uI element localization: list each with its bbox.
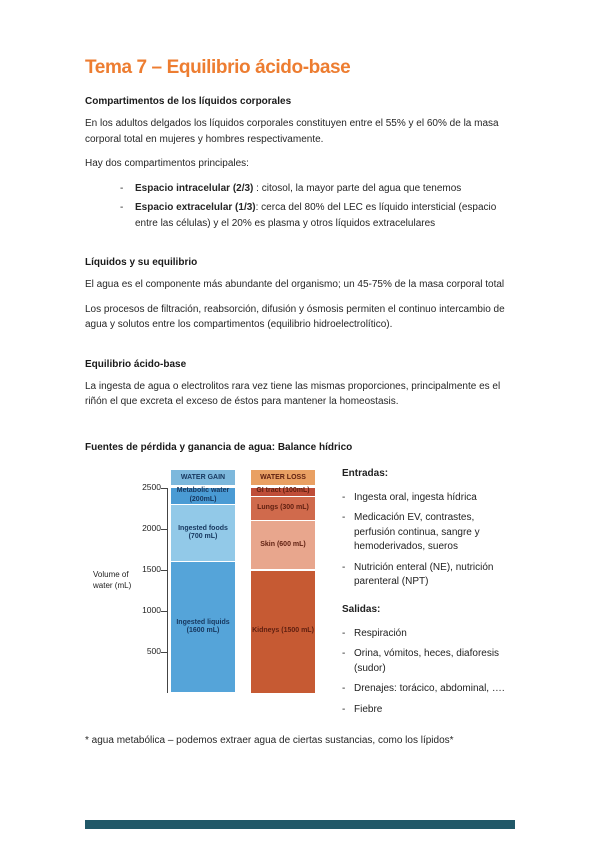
bullet-dash: - [342, 512, 346, 523]
bar-segment [251, 488, 315, 496]
bar-segment-label: Ingested liquids (1600 mL) [176, 619, 230, 635]
chart-y-axis-label-line: water (mL) [93, 581, 132, 591]
compartimentos-list [85, 181, 515, 232]
y-tick-label: 1000 [142, 604, 161, 615]
y-tick-label: 500 [146, 645, 161, 656]
note-text: Nutrición enteral (NE), nutrición parenteral (NPT) [354, 561, 494, 587]
bar-segment [251, 570, 315, 693]
note-text: Orina, vómitos, heces, diaforesis (sudor) [354, 648, 500, 674]
note-item [342, 561, 515, 590]
y-tick-mark [161, 570, 167, 571]
note-text: Drenajes: torácico, abdominal, …. [354, 683, 505, 694]
paragraph-compartimentos-1: En los adultos delgados los líquidos corporales constituyen entre el 55% y el 60% de la masa corporal total en mujeres y hombres respectivamente. [85, 118, 499, 145]
bar-segment-label: Ingested foods (700 mL) [178, 524, 228, 541]
bullet-dash: - [342, 561, 346, 573]
note-item [342, 703, 515, 718]
bar-segment-label: Kidneys (1500 mL) [252, 627, 314, 635]
note-item [342, 682, 515, 697]
y-tick-label: 1500 [142, 563, 161, 574]
bar-segment [251, 496, 315, 521]
bar-segment [251, 520, 315, 569]
paragraph-liquidos-1: El agua es el componente más abundante del organismo; un 45-75% de la masa corporal total [85, 279, 505, 290]
footnote: * agua metabólica – podemos extraer agua de ciertas sustancias, como los lípidos* [85, 735, 454, 746]
note-item [342, 647, 515, 676]
water-balance-figure [85, 463, 515, 718]
paragraph-liquidos-2: Los procesos de filtración, reabsorción, difusión y ósmosis permiten el continuo intercambio de agua y solutos entre los compartimentos (equilibrio hidroelectrolítico). [85, 303, 505, 330]
bar-segment-label: Lungs (300 mL) [257, 504, 309, 512]
bullet-dash: - [342, 683, 346, 694]
y-tick-mark [161, 611, 167, 612]
chart-y-axis-label-line: Volume of [93, 569, 129, 579]
list-item-text [135, 181, 461, 197]
paragraph-equilibrio-1: La ingesta de agua o electrolitos rara vez tiene las mismas proporciones, principalmente es el riñón el que excreta el exceso de éstos para mantener la homeostasis. [85, 380, 501, 407]
bar-segment-label: Metabolic water (200mL) [176, 487, 230, 503]
y-tick-mark [161, 488, 167, 489]
entradas-heading: Entradas: [342, 467, 389, 479]
note-item [342, 511, 515, 555]
water-balance-chart [85, 463, 330, 701]
y-tick-mark [161, 529, 167, 530]
list-item-bold: Espacio intracelular (2/3) [135, 182, 254, 194]
note-text: Medicación EV, contrastes, perfusión continua, sangre y hemoderivados, sueros [354, 512, 480, 552]
note-item [342, 627, 515, 642]
bullet-dash: - [120, 182, 124, 194]
salidas-heading: Salidas: [342, 603, 381, 615]
bar-segment-label: Skin (600 mL) [260, 541, 306, 549]
list-item-bold: Espacio extracelular (1/3) [135, 202, 256, 213]
list-item-rest: : citosol, la mayor parte del agua que tenemos [253, 182, 462, 194]
y-tick-mark [161, 652, 167, 653]
y-tick-label: 2000 [142, 522, 161, 533]
figure-notes [342, 463, 515, 718]
note-text: Fiebre [354, 703, 383, 715]
bullet-dash: - [342, 648, 346, 659]
chart-y-axis-line [167, 488, 168, 693]
bar-header: WATER GAIN [171, 470, 235, 485]
note-item [342, 491, 515, 506]
bar-header: WATER LOSS [251, 470, 315, 485]
section-heading-compartimentos: Compartimentos de los líquidos corporales [85, 96, 292, 107]
list-item [120, 200, 515, 231]
bullet-dash: - [342, 703, 346, 715]
section-heading-liquidos: Líquidos y su equilibrio [85, 257, 198, 268]
bar-segment [171, 488, 235, 504]
bar-segment-label: GI tract (100mL) [256, 487, 310, 495]
bullet-dash: - [342, 491, 346, 503]
note-text: Ingesta oral, ingesta hídrica [354, 491, 477, 503]
note-text: Respiración [354, 627, 407, 639]
page-title: Tema 7 – Equilibrio ácido-base [85, 57, 351, 78]
footer-bar [85, 820, 515, 829]
paragraph-compartimentos-2: Hay dos compartimentos principales: [85, 158, 249, 169]
bar-segment [171, 504, 235, 561]
bullet-dash: - [342, 627, 346, 639]
list-item-text [135, 200, 515, 231]
bullet-dash: - [120, 202, 124, 213]
section-heading-equilibrio: Equilibrio ácido-base [85, 358, 187, 370]
bar-segment [171, 561, 235, 692]
list-item-rest: : cerca del 80% del LEC es líquido intersticial (espacio entre las células) y el 20% es plasma y otros líquidos extracelulares [135, 202, 497, 229]
section-heading-balance: Fuentes de pérdida y ganancia de agua: Balance hídrico [85, 441, 353, 453]
list-item [120, 181, 515, 197]
y-tick-label: 2500 [142, 481, 161, 492]
